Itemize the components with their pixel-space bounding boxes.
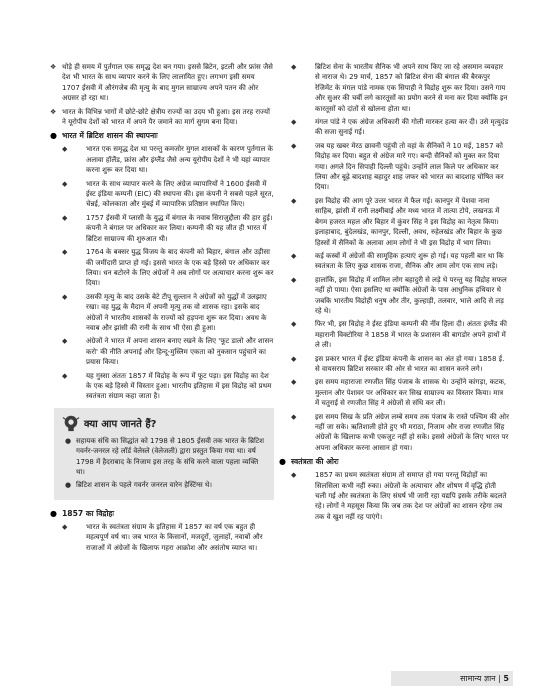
paragraph-portugal: ❖ थोड़े ही समय में पुर्तगाल एक समृद्ध देश बन गया। इससे ब्रिटेन, इटली और फ्रांस जैसे देश भी भारत के साथ व्यापार करने के लिए लालायित हुए। लगभग इसी समय 1707 ईसवी में औरंगजेब की मृत्यु के बाद मुगल साम्राज्य अपने पतन की ओर अग्रसर हो रहा था।	[50, 63, 273, 103]
bulb-info-icon	[62, 414, 80, 432]
diamond-bullet-icon: ◆	[291, 354, 297, 363]
bullet-icon: ●	[50, 131, 57, 141]
page-footer	[391, 671, 513, 686]
diamond-bullet-icon: ◆	[291, 118, 297, 127]
list-item: ◆ 1764 के बक्सर युद्ध विजय के बाद कंपनी को बिहार, बंगाल और उड़ीसा की जमींदारी प्राप्त हो गई। इससे भारत के एक बड़े हिस्से पर अधिकार कर लिया। धन बटोरने के लिए अंग्रेजों ने अब लोगों पर अत्याचार करना शुरू कर दिया।	[62, 248, 274, 288]
right-column	[279, 62, 509, 525]
list-item: ◆ ब्रिटिश सेना के भारतीय सैनिक भी अपने साथ किए जा रहे असमान व्यवहार से नाराज थे। 29 मार्च, 1857 को ब्रिटिश सेना की बंगाल की बैरकपुर रेजिमेंट के मंगल पांडे नामक एक सिपाही ने विद्रोह शुरू कर दिया। उसने गाय और सुअर की चर्बी लगे कारतूसों का प्रयोग करने से मना कर दिया क्योंकि इन कारतूसों को दांतों से खोलना होता था।	[291, 63, 508, 113]
diamond-bullet-icon: ◆	[291, 471, 297, 480]
list-item: ◆ 1857 का प्रथम स्वतंत्रता संग्राम तो समाप्त हो गया परन्तु विद्रोहों का सिलसिला कभी नहीं रुका। अंग्रेजों के अत्याचार और शोषण में वृद्धि होती चली गई और स्वतंत्रता के लिए संघर्ष भी जारी रहा यद्यपि इसके तरीके बदलते रहे। लोगों ने महसूस किया कि जब तक देश पर अंग्रेजों का शासन रहेगा तब तक वे खुश नहीं रह पाएंगे।	[291, 471, 507, 521]
list-item: ◆ 1757 ईसवी में प्लासी के युद्ध में बंगाल के नवाब सिराजुद्दौला की हार हुई। कंपनी ने बंगाल पर अधिकार कर लिया। कम्पनी की यह जीत ही भारत में ब्रिटिश साम्राज्य की शुरुआत थी।	[62, 213, 273, 243]
list-item: ◆ भारत के स्वतंत्रता संग्राम के इतिहास में 1857 का वर्ष एक बहुत ही महत्वपूर्ण वर्ष था। जब भारत के किसानों, मजदूरों, जुलाहों, नवाबों और राजाओं में अंग्रेजों के खिलाफ गहरा आक्रोश और असंतोष व्याप्त था।	[62, 522, 263, 552]
diamond-bullet-icon: ◆	[62, 337, 68, 346]
section-heading-independence: ● स्वतंत्रता की ओरः	[279, 457, 339, 467]
bullet-icon: ●	[50, 508, 57, 518]
diamond-bullet-icon: ◆	[291, 320, 297, 329]
bullet-icon: ❖	[50, 107, 57, 116]
list-item: ◆ इस प्रकार भारत में ईस्ट इंडिया कंपनी के शासन का अंत हो गया। 1858 ई. से वायसराय ब्रिटिश सरकार की ओर से भारत का शासन करने लगे।	[291, 354, 505, 373]
diamond-bullet-icon: ◆	[62, 248, 68, 257]
diamond-bullet-icon: ◆	[62, 371, 68, 380]
diamond-bullet-icon: ◆	[291, 378, 297, 387]
bullet-icon: ●	[65, 481, 72, 490]
list-item: ◆ अंग्रेजों ने भारत में अपना शासन बनाए रखने के लिए 'फूट डालो और शासन करो' की नीति अपनाई और हिन्दू-मुस्लिम एकता को नुकसान पहुंचाने का प्रयास किया।	[62, 337, 274, 367]
diamond-bullet-icon: ◆	[291, 63, 297, 71]
list-item: ◆ हालांकि, इस विद्रोह में शामिल लोग बहादुरी से लड़े थे परन्तु यह विद्रोह सफल नहीं हो पाया। ऐसा इसलिए था क्योंकि अंग्रेजों के पास आधुनिक हथियार थे जबकि भारतीय विद्रोही धनुष और तीर, कुल्हाड़ी, तलवार, भाले आदि से लड़ रहे थे।	[291, 275, 507, 315]
list-item: ◆ उसकी मृत्यु के बाद उसके बेटे टीपू सुल्तान ने अंग्रेजों को युद्धों में उलझाए रखा। वह युद्ध के मैदान में अपनी मृत्यु तक वो शासक रहा। इसके बाद अंग्रेजों ने भारतीय शासकों के राज्यों को हड़पना शुरू कर दिया। अवध के नवाब और झांसी की रानी के साथ भी ऐसा ही हुआ।	[62, 292, 267, 332]
footer-separator: |	[498, 674, 501, 683]
bullet-icon: ❖	[50, 63, 57, 71]
diamond-bullet-icon: ◆	[291, 275, 297, 284]
did-you-know-box	[54, 408, 274, 500]
list-item: ◆ जब यह खबर मेरठ छावनी पहुंची तो वहां के सैनिकों ने 10 मई, 1857 को विद्रोह कर दिया। बहुत से अंग्रेज मारे गए। बन्दी सैनिकों को मुक्त कर दिया गया। अगले दिन सिपाही दिल्ली पहुंचे। उन्होंने लाल किले पर अधिकार कर लिया और बूढ़े बादशाह बहादुर शाह जफर को भारत का बादशाह घोषित कर दिया।	[291, 141, 504, 192]
list-item: ◆ कई कस्बों में अंग्रेजों की सामूहिक हत्याएं शुरू हो गई। यह पहली बार था कि स्वतंत्रता के लिए कुछ शासक राजा, सैनिक और आम लोग एक साथ लड़े।	[291, 251, 504, 271]
left-column	[50, 62, 274, 556]
bullet-icon: ●	[279, 457, 286, 467]
list-item: ◆ फिर भी, इस विद्रोह ने ईस्ट इंडिया कम्पनी की नींव हिला दी। अंततः इंग्लैंड की महारानी विक्टोरिया ने 1858 में भारत के प्रशासन की बागडोर अपने हाथों में ले ली।	[291, 320, 507, 350]
paragraph-regional-states: ❖ भारत के विभिन्न भागों में छोटे-छोटे क्षेत्रीय राज्यों का उदय भी हुआ। इस तरह राज्यों ने यूरोपीय देशों को भारत में अपने पैर जमाने का मार्ग सुगम बना दिया।	[50, 107, 270, 127]
list-item: ◆ यह गुस्सा अंततः 1857 में विद्रोह के रूप में फूट पड़ा। इस विद्रोह का देश के एक बड़े हिस्से में विस्तार हुआ। भारतीय इतिहास में इस विद्रोह को प्रथम स्वतंत्रता संग्राम कहा जाता है।	[62, 371, 272, 401]
diamond-bullet-icon: ◆	[291, 251, 297, 260]
list-item: ◆ भारत के साथ व्यापार करने के लिए अंग्रेज व्यापारियों ने 1600 ईसवी में ईस्ट इंडिया कम्पनी (EIC) की स्थापना की। इस कंपनी ने सबसे पहले सूरत, चेन्नई, कोलकाता और मुंबई में व्यापारिक प्रतिष्ठान स्थापित किए।	[62, 179, 274, 209]
diamond-bullet-icon: ◆	[291, 196, 297, 205]
box-item: ● सहायक संधि का सिद्धांत को 1798 से 1805 ईसवी तक भारत के ब्रिटिश गवर्नर-जनरल रहे लॉर्ड वेलेस्ले (वेलेजली) द्वारा प्रस्तुत किया गया था। वर्ष 1798 में हैदराबाद के निजाम इस तरह के संधि करने वाला पहला व्यक्ति था।	[65, 436, 265, 476]
list-item: ◆ इस विद्रोह की आग पूरे उत्तर भारत में फैल गई। कानपुर में पेशवा नाना साहिब, झांसी में रानी लक्ष्मीबाई और मध्य भारत में तात्या टोपे, लखनऊ में बेगम हजरत महल और बिहार में कुंवर सिंह ने इस विद्रोह का नेतृत्व किया। इलाहाबाद, बुंदेलखंड, कानपुर, दिल्ली, अवध, रुहेलखंड और बिहार के कुछ हिस्सों में सैनिकों के अलावा आम लोगों ने भी इस विद्रोह में भाग लिया।	[291, 196, 502, 247]
diamond-bullet-icon: ◆	[291, 141, 297, 150]
box-item: ● ब्रिटिश शासन के पहले गवर्नर जनरल वारेन हेस्टिंग्स थे।	[65, 481, 213, 490]
diamond-bullet-icon: ◆	[291, 412, 297, 421]
list-item: ◆ इस समय सिख के प्रति अंग्रेज लम्बे समय तक पंजाब के रास्ते पश्चिम की ओर नहीं जा सके। ऋतिशाली होते हुए भी मराठा, निजाम और राजा रणजीत सिंह अंग्रेजों के खिलाफ कभी एकजुट नहीं हो सके। इससे अंग्रेजों के लिए भारत पर अपना अधिकार करना आसान हो गया।	[291, 412, 509, 452]
diamond-bullet-icon: ◆	[62, 292, 68, 301]
section-heading-1857: ● 1857 का विद्रोहः	[50, 508, 114, 518]
diamond-bullet-icon: ◆	[62, 179, 68, 188]
footer-label: सामान्य ज्ञान	[460, 674, 496, 683]
section-heading-british-rule: ● भारत में ब्रिटिश शासन की स्थापनाः	[50, 131, 158, 141]
diamond-bullet-icon: ◆	[62, 213, 68, 222]
list-item: ◆ इस समय महाराजा रणजीत सिंह पंजाब के शासक थे। उन्होंने कांगड़ा, कटक, मुल्तान और पेशावर पर अधिकार कर सिख साम्राज्य का विस्तार किया। मात्र में चतुराई से रणजीत सिंह ने अंग्रेजों से संधि कर ली।	[291, 378, 507, 408]
diamond-bullet-icon: ◆	[62, 145, 68, 154]
did-you-know-title: क्या आप जानते हैं?	[62, 414, 268, 432]
list-item: ◆ मंगल पांडे ने एक अंग्रेज अधिकारी की गोली मारकर हत्या कर दी। उसे मृत्युदंड की सजा सुनाई गई।	[291, 118, 509, 137]
list-item: ◆ भारत एक समृद्ध देश था परन्तु कमजोर मुगल शासकों के कारण पुर्तगाल के अलावा हॉलैंड, फ्रांस और इंग्लैंड जैसे अन्य यूरोपीय देशों ने भी यहां व्यापार करना शुरू कर दिया था।	[62, 145, 273, 175]
page-number: 5	[503, 674, 509, 683]
diamond-bullet-icon: ◆	[62, 522, 68, 531]
bullet-icon: ●	[65, 436, 72, 445]
